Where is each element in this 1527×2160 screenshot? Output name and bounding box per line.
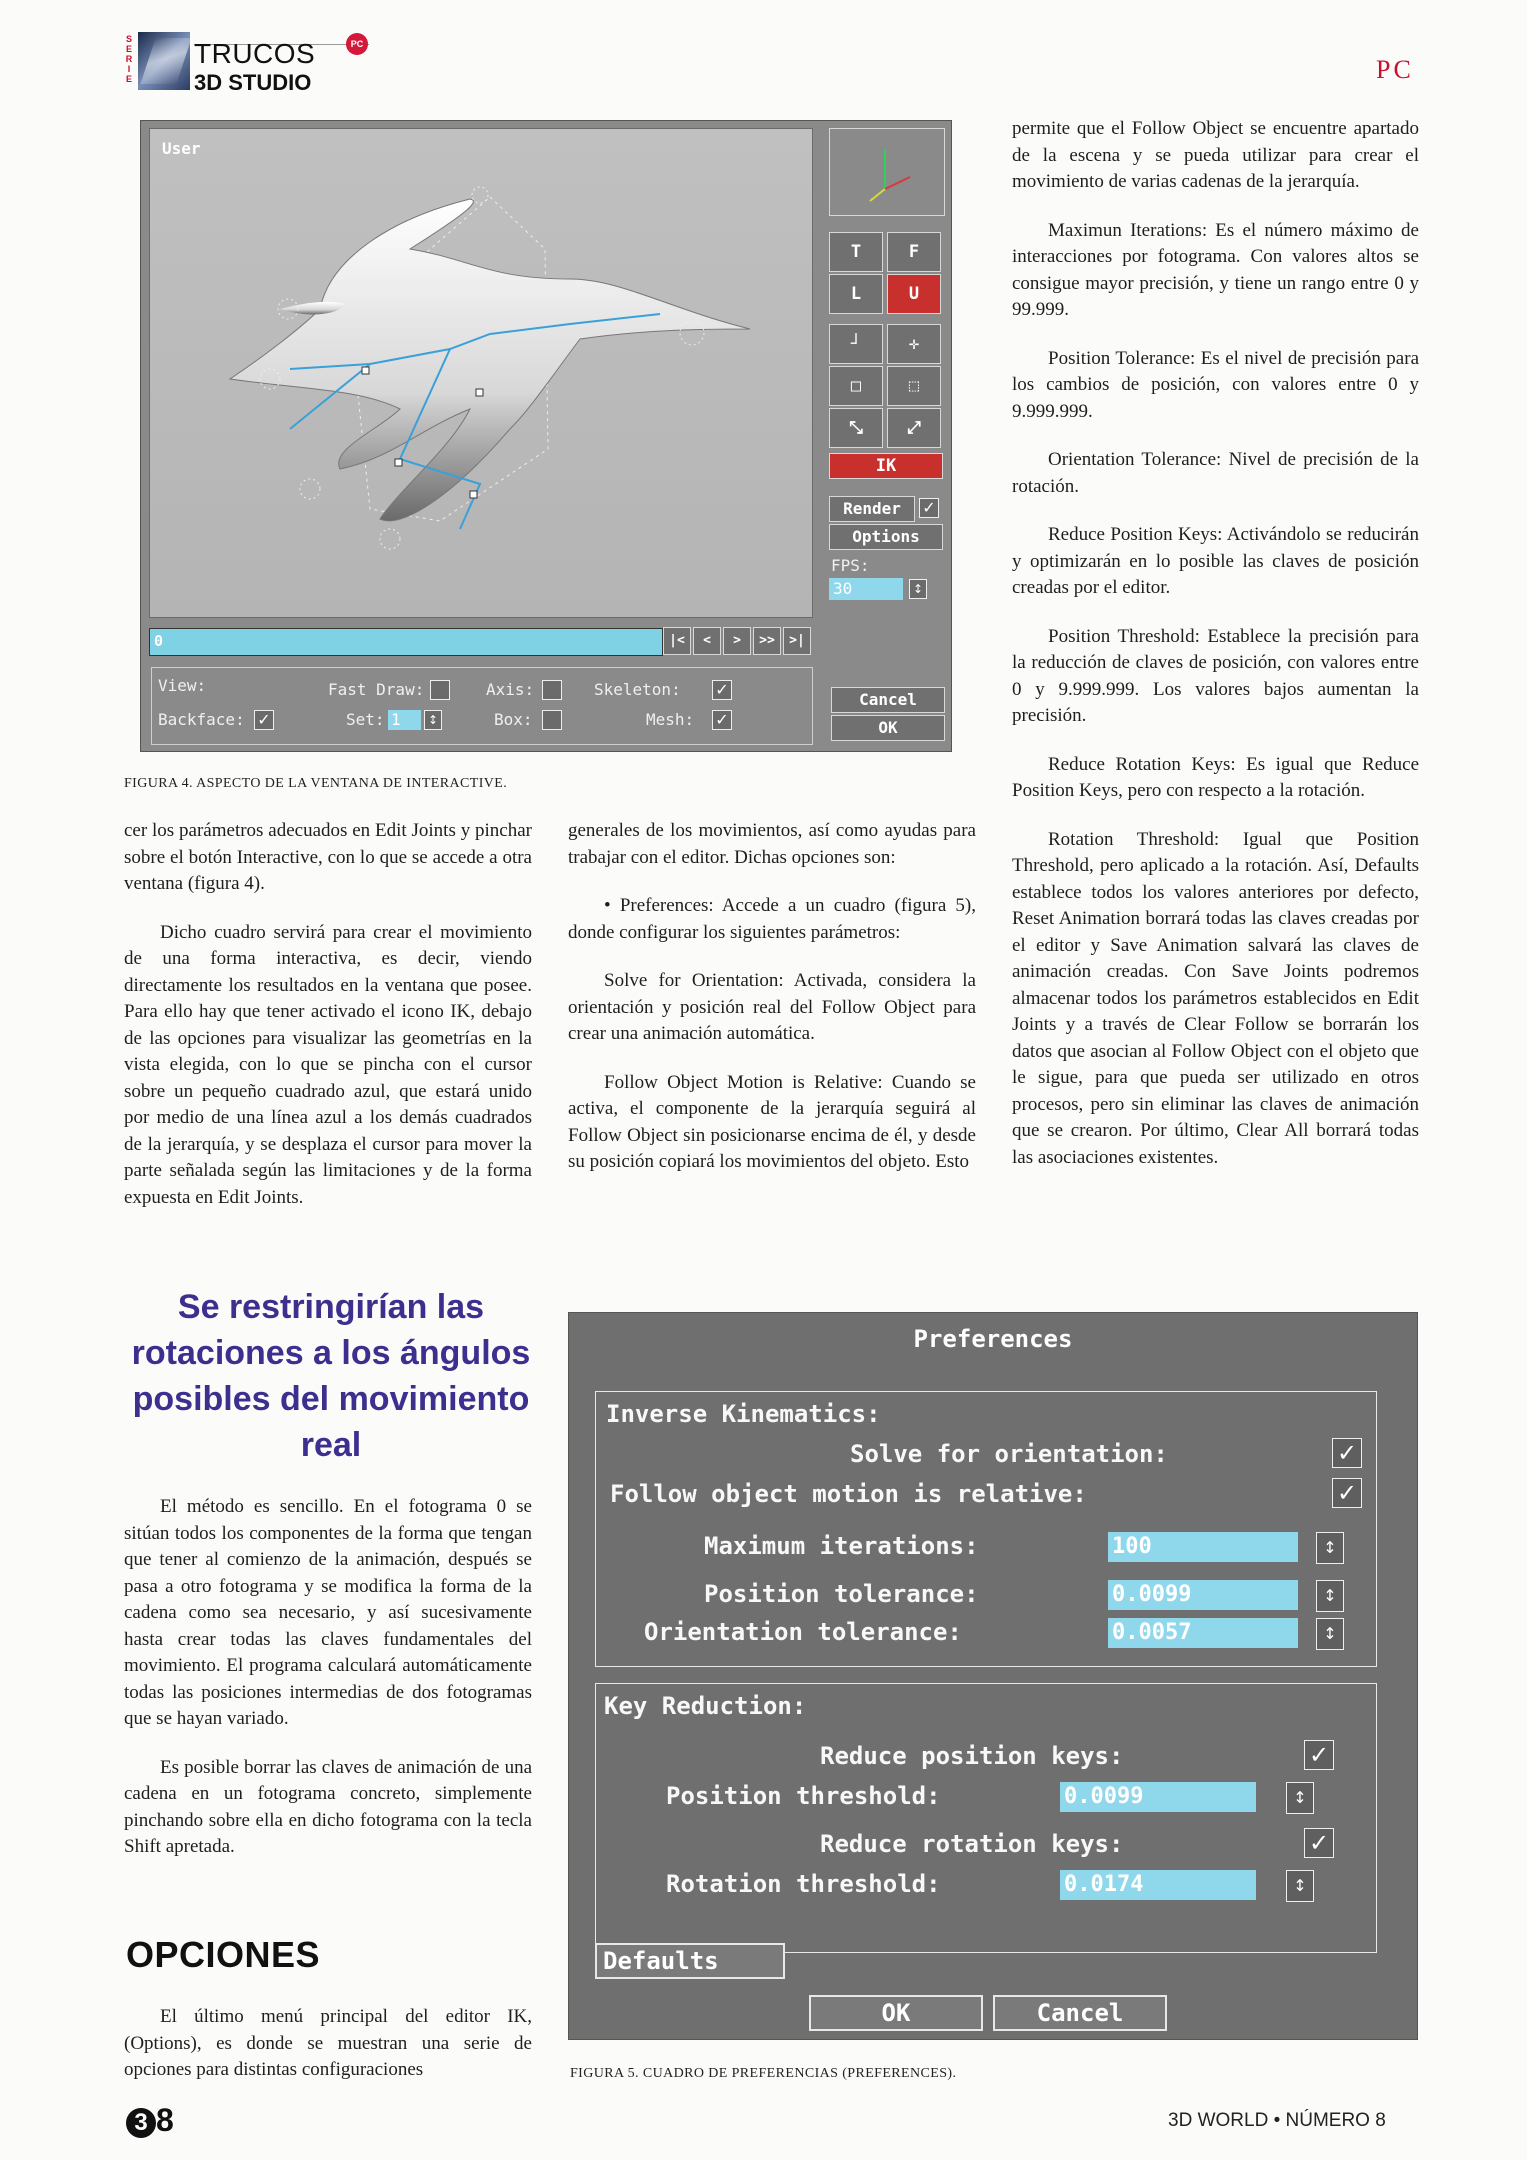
skeleton-label: Skeleton: xyxy=(594,680,681,699)
box-label: Box: xyxy=(494,710,533,729)
zoom-in-icon[interactable]: ⤡ xyxy=(829,408,883,448)
render-checkbox[interactable]: ✓ xyxy=(919,498,939,518)
orientation-tolerance-spinner[interactable]: ↕ xyxy=(1316,1618,1344,1650)
section-tag: PC xyxy=(1376,55,1414,84)
mesh-checkbox[interactable]: ✓ xyxy=(712,710,732,730)
column-1-middle xyxy=(124,1494,532,1883)
skeleton-checkbox[interactable]: ✓ xyxy=(712,680,732,700)
pull-quote-heading: Se restringirían las rotaciones a los ángulos posibles del movimiento real xyxy=(131,1288,531,1464)
front-view-button[interactable]: F xyxy=(887,232,941,272)
user-viewport[interactable] xyxy=(149,128,813,618)
viewport-label: User xyxy=(162,139,201,158)
col1-paragraph-4: Es posible borrar las claves de animación de una cadena en un fotograma concreto, simplemente pinchando sobre ella en dicho fotograma con la tecla Shift apretada. xyxy=(124,1756,532,1857)
prev-frame-button[interactable]: < xyxy=(693,627,721,655)
key-reduction-section-box xyxy=(595,1683,1377,1953)
max-iterations-input[interactable]: 100 xyxy=(1108,1532,1298,1562)
col2-paragraph-2: • Preferences: Accede a un cuadro (figura 5), donde configurar los siguientes parámetros: xyxy=(568,895,976,943)
col1-paragraph-5: El último menú principal del editor IK, (Options), es donde se muestran una serie de opciones para distintas configuraciones xyxy=(124,2006,532,2080)
figure-4-caption: FIGURA 4. ASPECTO DE LA VENTANA DE INTERACTIVE. xyxy=(124,776,508,791)
pc-badge: PC xyxy=(346,33,368,55)
backface-label: Backface: xyxy=(158,710,245,729)
logo-title: TRUCOS xyxy=(194,38,316,69)
left-view-button[interactable]: L xyxy=(829,274,883,314)
frame-number: 0 xyxy=(154,632,164,650)
fps-label: FPS: xyxy=(831,556,870,575)
position-threshold-label: Position threshold: xyxy=(666,1782,941,1810)
box-checkbox[interactable] xyxy=(542,710,562,730)
max-iterations-spinner[interactable]: ↕ xyxy=(1316,1532,1344,1564)
col3-paragraph-4: Orientation Tolerance: Nivel de precisión de la rotación. xyxy=(1012,449,1419,497)
reduce-position-keys-checkbox[interactable]: ✓ xyxy=(1304,1740,1334,1770)
set-spinner[interactable]: ↕ xyxy=(424,710,442,730)
column-2 xyxy=(568,818,976,1198)
section-heading-opciones: OPCIONES xyxy=(126,1934,321,1975)
ik-button[interactable]: IK xyxy=(829,453,943,479)
col2-paragraph-3: Solve for Orientation: Activada, considera la orientación y posición real del Follow Object para crear una animación automática. xyxy=(568,970,976,1044)
zoom-out-icon[interactable]: ⤢ xyxy=(887,408,941,448)
fps-spinner[interactable]: ↕ xyxy=(909,579,927,599)
transport-controls xyxy=(663,627,813,655)
top-view-button[interactable]: T xyxy=(829,232,883,272)
set-label: Set: xyxy=(346,710,385,729)
figure-4-interactive-window xyxy=(140,120,952,752)
max-iterations-label: Maximum iterations: xyxy=(704,1532,979,1560)
reduce-rotation-keys-checkbox[interactable]: ✓ xyxy=(1304,1828,1334,1858)
cancel-button[interactable]: Cancel xyxy=(993,1995,1167,2031)
col3-paragraph-3: Position Tolerance: Es el nivel de precisión para los cambios de posición, con valores entre 0 y 9.999.999. xyxy=(1012,347,1419,422)
first-frame-button[interactable]: |< xyxy=(663,627,691,655)
rotation-threshold-label: Rotation threshold: xyxy=(666,1870,941,1898)
col3-paragraph-7: Reduce Rotation Keys: Es igual que Reduce Position Keys, pero con respecto a la rotación. xyxy=(1012,753,1419,801)
logo-image xyxy=(138,32,190,90)
fast-draw-checkbox[interactable] xyxy=(430,680,450,700)
axis-checkbox[interactable] xyxy=(542,680,562,700)
col3-paragraph-6: Position Threshold: Establece la precisión para la reducción de claves de posición, con valores entre 0 y 9.999.999. Los valores bajos aumentan la precisión. xyxy=(1012,625,1419,726)
position-threshold-input[interactable]: 0.0099 xyxy=(1060,1782,1256,1812)
page-number-digit: 8 xyxy=(156,2102,174,2138)
last-frame-button[interactable]: >| xyxy=(783,627,811,655)
render-button[interactable]: Render xyxy=(829,496,915,522)
frame-slider[interactable] xyxy=(149,628,663,656)
rotation-threshold-spinner[interactable]: ↕ xyxy=(1286,1870,1314,1902)
view-label: View: xyxy=(158,676,207,695)
play-button[interactable]: > xyxy=(723,627,751,655)
ok-button[interactable]: OK xyxy=(809,1995,983,2031)
column-1-top xyxy=(124,818,532,1233)
axis-label: Axis: xyxy=(486,680,535,699)
next-frame-button[interactable]: >> xyxy=(753,627,781,655)
col3-paragraph-1: permite que el Follow Object se encuentre apartado de la escena y se pueda utilizar para crear el movimiento de varias cadenas de la jerarquía. xyxy=(1012,118,1419,192)
col1-paragraph-3: El método es sencillo. En el fotograma 0 se sitúan todos los componentes de la forma que tengan que tener al comienzo de la animación, después se pasa a otro fotograma y se modifica la forma de la cadena como sea necesario, y así sucesivamente hasta crear todas las claves fundamentales del movimiento. El programa calculará automáticamente todas las posiciones intermedias de dos fotogramas que se hayan variado. xyxy=(124,1496,532,1729)
solve-checkbox[interactable]: ✓ xyxy=(1332,1438,1362,1468)
fast-draw-label: Fast Draw: xyxy=(328,680,425,699)
orientation-tolerance-input[interactable]: 0.0057 xyxy=(1108,1618,1298,1648)
position-tolerance-label: Position tolerance: xyxy=(704,1580,979,1608)
rotation-threshold-input[interactable]: 0.0174 xyxy=(1060,1870,1256,1900)
col3-paragraph-8: Rotation Threshold: Igual que Position Threshold, pero aplicado a la rotación. Así, Defaults establece todos los valores anteriores por defecto, Reset Animation borrará todas las claves creadas por el editor y Save Animation salvará las claves de animación creadas. Con Save Joints podremos almacenar todos los parámetros establecidos en Edit Joints y a través de Clear Follow se borrarán los datos que asocian al Follow Object con el objeto que le sigue, para que pueda ser utilizado en otros procesos, pero sin eliminar las claves de animación que se crearon. Por último, Clear All borrará todas las asociaciones existentes. xyxy=(1012,828,1419,1168)
ik-section-box xyxy=(595,1391,1377,1667)
options-button[interactable]: Options xyxy=(829,524,943,550)
mesh-label: Mesh: xyxy=(646,710,695,729)
reduce-rotation-keys-label: Reduce rotation keys: xyxy=(820,1830,1124,1858)
page-number xyxy=(126,2102,174,2139)
logo-subtitle: 3D STUDIO xyxy=(194,70,312,95)
reduce-position-keys-label: Reduce position keys: xyxy=(820,1742,1124,1770)
orientation-tolerance-label: Orientation tolerance: xyxy=(644,1618,962,1646)
follow-label: Follow object motion is relative: xyxy=(610,1480,1087,1508)
cancel-button[interactable]: Cancel xyxy=(831,687,945,713)
position-tolerance-spinner[interactable]: ↕ xyxy=(1316,1580,1344,1612)
col1-paragraph-2: Dicho cuadro servirá para crear el movimiento de una forma interactiva, es decir, viendo directamente los resultados en la ventana que posee. Para ello hay que tener activado el icono IK, debajo de las opciones para visualizar las geometrías en la vista elegida, con lo que se pincha con el cursor sobre un pequeño cuadrado azul, que estará unido por medio de una línea azul a los demás cuadrados de la jerarquía, y se desplaza el cursor para mover la parte señalada según las limitaciones y de la forma expuesta en Edit Joints. xyxy=(124,921,532,1208)
follow-checkbox[interactable]: ✓ xyxy=(1332,1478,1362,1508)
ik-section-label: Inverse Kinematics: xyxy=(606,1400,881,1428)
col2-paragraph-4: Follow Object Motion is Relative: Cuando se activa, el componente de la jerarquía seguirá al Follow Object sin posicionarse encima de él, y desde su posición copiará los movimientos del objeto. Esto xyxy=(568,1071,976,1172)
fps-input[interactable]: 30 xyxy=(829,578,903,600)
serie-vertical-label: S E R I E xyxy=(125,34,133,84)
defaults-button[interactable]: Defaults xyxy=(595,1943,785,1979)
column-3 xyxy=(1012,116,1419,1193)
axis-icon[interactable]: ┘ xyxy=(829,324,883,364)
col3-paragraph-2: Maximun Iterations: Es el número máximo de interacciones por fotograma. Con valores altos se consigue mayor precisión, y tiene un rango entre 0 y 99.999. xyxy=(1012,219,1419,320)
solve-label: Solve for orientation: xyxy=(850,1440,1168,1468)
box-view-icon[interactable]: □ xyxy=(829,366,883,406)
cube-view-icon[interactable]: ⬚ xyxy=(887,366,941,406)
move-icon[interactable]: ✛ xyxy=(887,324,941,364)
ok-button[interactable]: OK xyxy=(831,715,945,741)
position-tolerance-input[interactable]: 0.0099 xyxy=(1108,1580,1298,1610)
position-threshold-spinner[interactable]: ↕ xyxy=(1286,1782,1314,1814)
preferences-title: Preferences xyxy=(913,1325,1073,1353)
view-options-panel xyxy=(151,667,813,745)
column-1-bottom xyxy=(124,2004,532,2106)
col3-paragraph-5: Reduce Position Keys: Activándolo se reducirán y optimizarán en lo posible las claves de posición creadas por el editor. xyxy=(1012,524,1419,598)
set-input[interactable]: 1 xyxy=(388,710,421,730)
axis-tripod-preview xyxy=(829,128,945,216)
publication-footer: 3D WORLD • NÚMERO 8 xyxy=(1168,2110,1386,2131)
figure-5-caption: FIGURA 5. CUADRO DE PREFERENCIAS (PREFERENCES). xyxy=(570,2066,957,2081)
dinosaur-model xyxy=(150,129,812,617)
col1-paragraph-1: cer los parámetros adecuados en Edit Joints y pinchar sobre el botón Interactive, con lo que se accede a otra ventana (figura 4). xyxy=(124,820,532,894)
user-view-button[interactable]: U xyxy=(887,274,941,314)
page-number-circle: 3 xyxy=(126,2108,156,2138)
backface-checkbox[interactable]: ✓ xyxy=(254,710,274,730)
figure-5-preferences-dialog xyxy=(568,1312,1418,2040)
key-reduction-label: Key Reduction: xyxy=(604,1692,807,1720)
col2-paragraph-1: generales de los movimientos, así como ayudas para trabajar con el editor. Dichas opciones son: xyxy=(568,820,976,868)
